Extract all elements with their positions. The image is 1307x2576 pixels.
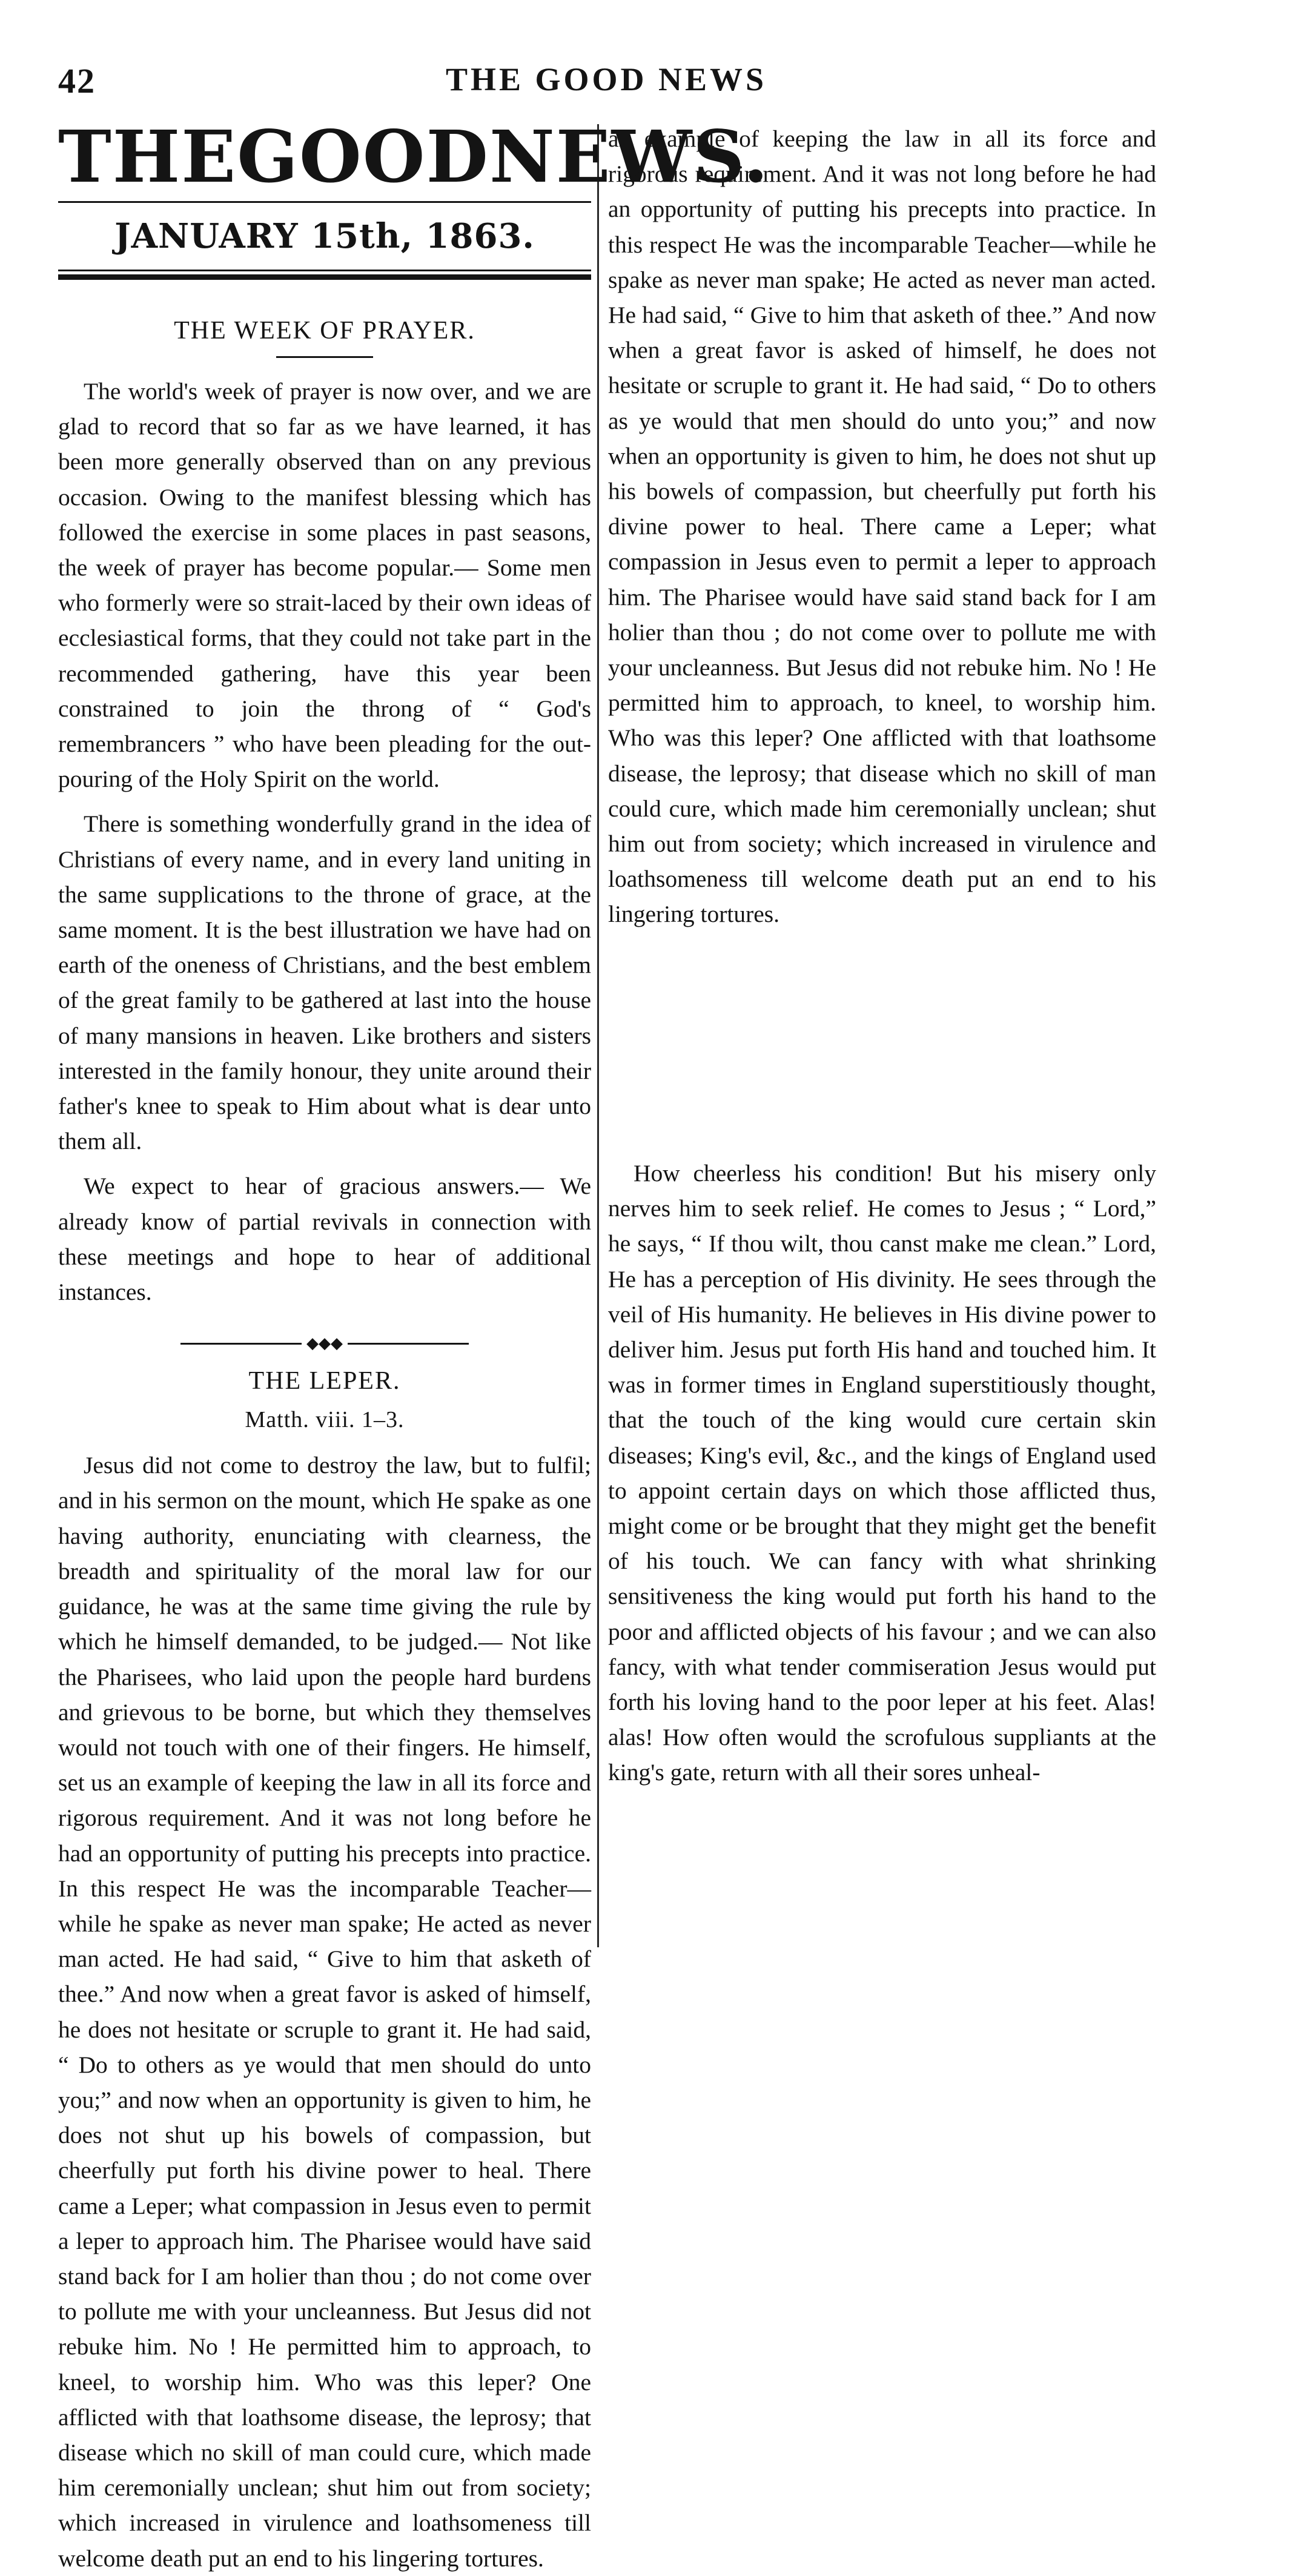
- right-column: [608, 121, 1156, 1800]
- article-paragraph-continued: an example of keeping the law in all its force and rigorous requirement. And it was not long before he had an opportunity of putting his precepts into practice. In this respect He was the incomparable Teacher—while he spake as never man spake; He acted as never man acted. He had said, “ Give to him that asketh of thee.” And now when a great favor is asked of himself, he does not hesitate or scruple to grant it. He had said, “ Do to others as ye would that men should do unto you;” and now when an opportunity is given to him, he does not shut up his bowels of compassion, but cheerfully put forth his divine power to heal. There came a Leper; what compassion in Jesus even to permit a leper to approach him. The Pharisee would have said stand back for I am holier than thou ; do not come over to pollute me with your uncleanness. But Jesus did not rebuke him. No ! He permitted him to approach, to kneel, to worship him. Who was this leper? One afflicted with that loathsome disease, the leprosy; that disease which no skill of man could cure, which made him ceremonially unclean; shut him out from society; which increased in virulence and loathsomeness till welcome death put an end to his lingering tortures.: [608, 125, 1156, 928]
- heading-rule: [276, 356, 373, 358]
- running-title: THE GOOD NEWS: [445, 61, 767, 98]
- masthead: [58, 114, 770, 199]
- article-paragraph: Jesus did not come to destroy the law, but to fulfil; and in his sermon on the mount, which He spake as one having authority, enunciating with clearness, the breadth and spirituality of the moral law for our guidance, he was at the same time giving the rule by which he himself demanded, to be judged.— Not like the Pharisees, who laid upon the people hard burdens and grievous to be borne, but which they themselves would not touch with one of their fingers. He himself, set us an example of keeping the law in all its force and rigorous requirement. And it was not long before he had an opportunity of putting his precepts into practice. In this respect He was the incomparable Teacher—while he spake as never man spake; He acted as never man acted. He had said, “ Give to him that asketh of thee.” And now when a great favor is asked of himself, he does not hesitate or scruple to grant it. He had said, “ Do to others as ye would that men should do unto you;” and now when an opportunity is given to him, he does not shut up his bowels of compassion, but cheerfully put forth his divine power to heal. There came a Leper; what compassion in Jesus even to permit a leper to approach him. The Pharisee would have said stand back for I am holier than thou ; do not come over to pollute me with your uncleanness. But Jesus did not rebuke him. No ! He permitted him to approach, to kneel, to worship him. Who was this leper? One afflicted with that loathsome disease, the leprosy; that disease which no skill of man could cure, which made him ceremonially unclean; shut him out from society; which increased in virulence and loathsomeness till welcome death put an end to his lingering tortures.: [58, 1452, 591, 2572]
- masthead-word-news: NEWS.: [489, 114, 770, 199]
- article-paragraph: The world's week of prayer is now over, and we are glad to record that so far as we have learned, it has been more generally observed than on any previous occasion. Owing to the manifest blessing which has followed the exercise in some places in past seasons, the week of prayer has become popular.— Some men who formerly were so strait-laced by their own ideas of ecclesiastical forms, that they could not take part in the recommended gathering, have this year been constrained to join the throng of “ God's remembrancers ” who have been pleading for the out-pouring of the Holy Spirit on the world.: [58, 378, 591, 793]
- issue-date: JANUARY 15th, 1863.: [114, 216, 535, 256]
- masthead-word-the: THE: [58, 114, 237, 199]
- page-number: 42: [58, 61, 96, 101]
- date-rule-bottom: [58, 274, 591, 280]
- masthead-rule: [58, 201, 591, 203]
- ornament-icon: ◆◆◆: [306, 1334, 343, 1353]
- running-head: [58, 61, 1154, 109]
- article-paragraph: There is something wonderfully grand in the idea of Christians of every name, and in every land uniting in the same supplications to the throne of grace, at the same moment. It is the best illustration we have had on earth of the oneness of Christians, and the best emblem of the great family to be gathered at last into the house of many mansions in heaven. Like brothers and sisters interested in the family honour, they unite around their father's knee to speak to Him about what is dear unto them all.: [58, 810, 591, 1155]
- article-paragraph: We expect to hear of gracious answers.— We already know of partial revivals in connection with these meetings and hope to hear of additional instances.: [58, 1173, 591, 1306]
- article-paragraph: How cheerless his condition! But his misery only nerves him to seek relief. He comes to Jesus ; “ Lord,” he says, “ If thou wilt, thou canst make me clean.” Lord, He has a perception of His divinity. He sees through the veil of His humanity. He believes in His divine power to deliver him. Jesus put forth His hand and touched him. It was in former times in England superstitiously thought, that the touch of the king would cure certain skin diseases; King's evil, &c., and the kings of England used to appoint certain days on which those afflicted thus, might come or be brought that they might get the benefit of his touch. We can fancy with what shrinking sensitiveness the king would put forth his hand to the poor and afflicted objects of his favour ; and we can also fancy, with what tender commiseration Jesus would put forth his loving hand to the poor leper at his feet. Alas! alas! How often would the scrofulous suppliants at the king's gate, return with all their sores unheal-: [608, 1160, 1156, 1786]
- article-heading-the-leper: THE LEPER.: [248, 1367, 401, 1396]
- left-column: [58, 114, 770, 2572]
- masthead-word-good: GOOD: [237, 114, 489, 199]
- column-divider: [597, 124, 599, 1947]
- scripture-reference: Matth. viii. 1–3.: [245, 1407, 405, 1433]
- ornament-separator: [58, 1334, 591, 1353]
- article-heading-week-of-prayer: THE WEEK OF PRAYER.: [174, 317, 475, 345]
